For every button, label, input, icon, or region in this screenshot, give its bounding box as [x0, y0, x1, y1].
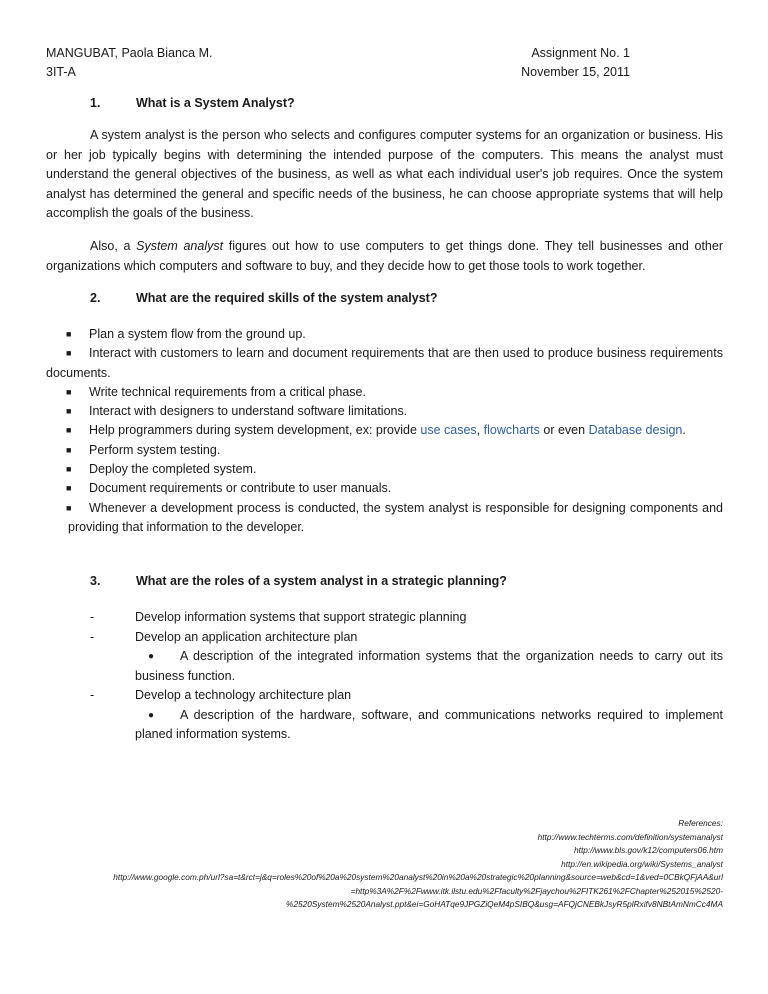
- question-1-heading: [90, 96, 295, 110]
- role-subitem: ● A description of the integrated information systems that the organization needs to carry out its business function.: [135, 649, 723, 683]
- skill-item: ■ Deploy the completed system.: [68, 460, 723, 479]
- q1-paragraph-2: [46, 237, 723, 276]
- skills-list: [46, 325, 723, 537]
- reference-line: %2520System%2520Analyst.ppt&ei=GoHATqe9JPGZiQeM4pSIBQ&usg=AFQjCNEBkJsyR5plRxifv8NBtAmNmCc4MA: [286, 899, 723, 909]
- role-item: - Develop information systems that support strategic planning: [90, 608, 723, 628]
- question-2-heading: [90, 291, 437, 305]
- skill-item: ■ Perform system testing.: [68, 441, 723, 460]
- skill-item: ■ Whenever a development process is conducted, the system analyst is responsible for designing components and providing that information to the developer.: [66, 500, 723, 534]
- assignment-block: [521, 44, 630, 82]
- square-bullet-icon: ■: [66, 348, 72, 359]
- reference-line: =http%3A%2F%2Fwww.itk.ilstu.edu%2Ffaculty%2Fjaychou%2FITK261%2FChapter%252015%2520-: [350, 885, 723, 896]
- para2-prefix: Also, a: [90, 239, 137, 253]
- question-number: 3.: [90, 574, 101, 588]
- question-3-heading: [90, 574, 507, 588]
- square-bullet-icon: ■: [66, 483, 72, 494]
- role-item: - Develop a technology architecture plan: [90, 686, 723, 706]
- question-title: What are the roles of a system analyst in a strategic planning?: [136, 574, 507, 588]
- square-bullet-icon: ■: [66, 329, 72, 339]
- square-bullet-icon: ■: [66, 425, 72, 436]
- use-cases-link[interactable]: use cases: [420, 423, 477, 438]
- role-subitem: ● A description of the hardware, software, and communications networks required to implement planed information systems.: [135, 707, 723, 741]
- question-title: What are the required skills of the system analyst?: [136, 291, 438, 305]
- round-bullet-icon: ●: [148, 651, 155, 662]
- skill-item: ■ Plan a system flow from the ground up.: [68, 325, 723, 344]
- reference-line: http://en.wikipedia.org/wiki/Systems_analyst: [561, 858, 723, 869]
- reference-line: http://www.bls.gov/k12/computers06.htm: [574, 845, 723, 855]
- para2-italic-term: System analyst: [136, 239, 224, 253]
- role-item: - Develop an application architecture plan: [90, 628, 723, 648]
- square-bullet-icon: ■: [66, 386, 72, 397]
- database-design-link[interactable]: Database design: [588, 423, 683, 438]
- square-bullet-icon: ■: [66, 444, 72, 455]
- skill-item: ■ Write technical requirements from a critical phase.: [68, 383, 723, 402]
- author-name: MANGUBAT, Paola Bianca M.: [46, 46, 213, 60]
- references-label: References:: [678, 818, 723, 828]
- reference-line: http://www.google.com.ph/url?sa=t&rct=j&q=roles%20of%20a%20system%20analyst%20in%20a%20strategic%20planning&source=web&cd=1&ved=0CBkQFjAA&url: [113, 872, 723, 882]
- author-block: [46, 44, 213, 82]
- assignment-title: Assignment No. 1: [531, 46, 630, 60]
- question-number: 1.: [90, 96, 101, 110]
- skill-item: ■ Interact with designers to understand software limitations.: [68, 402, 723, 421]
- question-number: 2.: [90, 291, 101, 305]
- para2-rest: figures out how to use computers to get things done. They tell businesses and other organizations which computers and software to buy, and they decide how to get those tools to work together.: [46, 239, 724, 273]
- round-bullet-icon: ●: [148, 709, 155, 721]
- flowcharts-link[interactable]: flowcharts: [483, 423, 540, 438]
- dash-bullet: -: [90, 688, 95, 702]
- q1-paragraph-1: A system analyst is the person who selects and configures computer systems for an organization or business. His or her job typically begins with determining the intended purpose of the computers. This means the analyst must understand the general objectives of the business, as well as what each individual user's job requires. Once the system analyst has determined the general and specific needs of the business, he can choose appropriate systems that will help accomplish the goals of the business.: [46, 128, 723, 220]
- dash-bullet: -: [90, 610, 95, 624]
- question-title: What is a System Analyst?: [136, 96, 295, 110]
- assignment-date: November 15, 2011: [521, 65, 630, 79]
- skill-item: ■ Interact with customers to learn and document requirements that are then used to produce business requirements documents.: [46, 346, 723, 380]
- square-bullet-icon: ■: [66, 502, 72, 513]
- square-bullet-icon: ■: [66, 464, 72, 475]
- skill-item: ■ Document requirements or contribute to user manuals.: [68, 479, 723, 498]
- references-block: [23, 817, 723, 912]
- reference-line: http://www.techterms.com/definition/systemanalyst: [537, 831, 723, 842]
- roles-list: [90, 608, 723, 745]
- dash-bullet: -: [90, 629, 95, 644]
- author-section: 3IT-A: [46, 65, 76, 79]
- square-bullet-icon: ■: [66, 406, 72, 417]
- skill-item: ■ Help programmers during system development, ex: provide use cases, flowcharts or even Database design.: [68, 421, 723, 440]
